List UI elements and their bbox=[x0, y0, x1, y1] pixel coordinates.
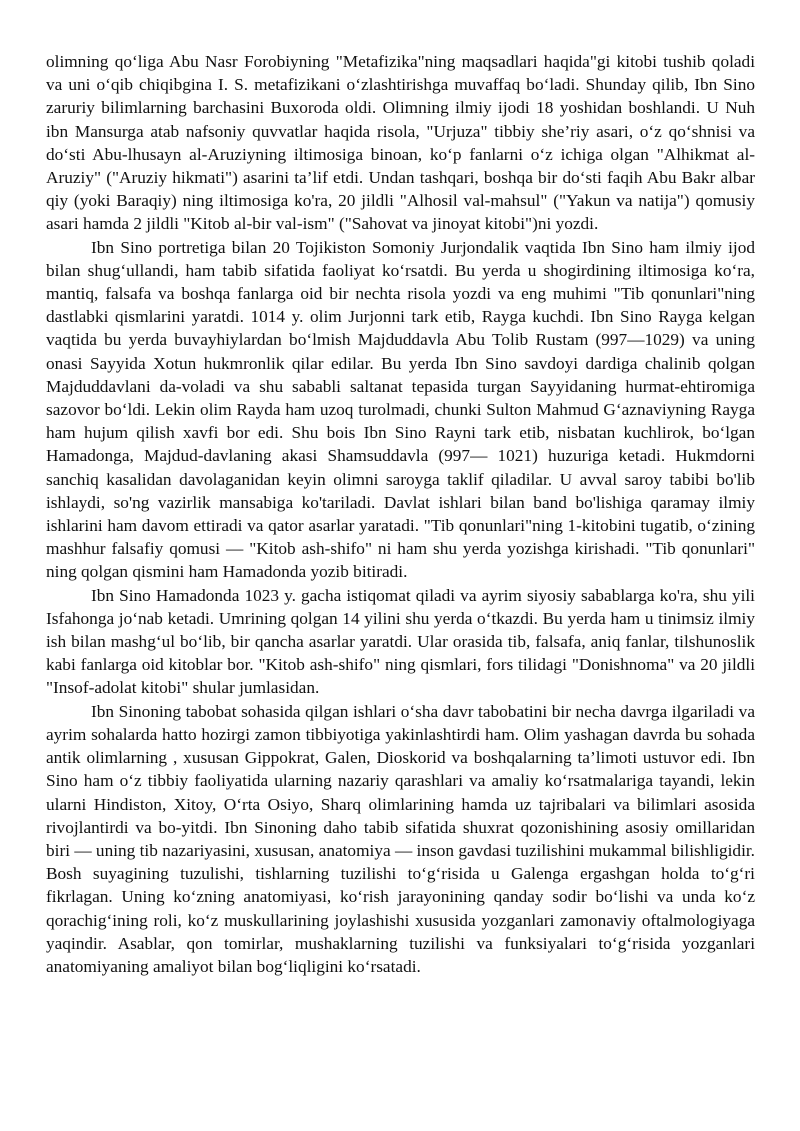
paragraph-isfahon: Ibn Sino Hamadonda 1023 y. gacha istiqomat qiladi va ayrim siyosiy sabablarga ko'ra, shu yili Isfahonga jo‘nab ketadi. Umrining qolgan 14 yilini shu yerda o‘tkazdi. Bu yerda ham u tinimsiz ilmiy ish bilan mashg‘ul bo‘lib, bir qancha asarlar yaratdi. Ular orasida tib, falsafa, aniq fanlar, tilshunoslik kabi fanlarga oid kitoblar bor. "Kitob ash-shifo" ning qismlari, fors tilidagi "Donishnoma" va 20 jildli "Insof-adolat kitobi" shular jumlasidan. bbox=[46, 585, 755, 698]
paragraph-jurjon-ray-hamadon: Ibn Sino portretiga bilan 20 Tojikiston Somoniy Jurjondalik vaqtida Ibn Sino ham ilmiy ijod bilan shug‘ullandi, ham tabib sifatida faoliyat ko‘rsatdi. Bu yerda u shogirdining iltimosiga ko‘ra, mantiq, falsafa va boshqa fanlarga oid bir nechta risola yozdi va eng muhimi "Tib qonunlari"ning dastlabki qismlarini yaratdi. 1014 y. olim Jurjonni tark etib, Rayga kuchdi. Ibn Sino Rayga kelgan vaqtida bu yerda buvayhiylardan bo‘lmish Majduddavla Abu Tolib Rustam (997—1029) va uning onasi Sayyida Xotun hukmronlik qilar edilar. Bu yerda Ibn Sino savdoyi dardiga chalinib qolgan Majduddavlani da-voladi va shu sababli saltanat tepasida turgan Sayyidaning hurmat-ehtiromiga sazovor bo‘ldi. Lekin olim Rayda ham uzoq turolmadi, chunki Sulton Mahmud G‘aznaviyning Rayga ham hujum qilish xavfi bor edi. Shu bois Ibn Sino Rayni tark etib, nisbatan kuchlirok, bo‘lgan Hamadonga, Majdud-davlaning akasi Shamsuddavla (997— 1021) huzuriga ketadi. Hukmdorni sanchiq kasalidan davolaganidan keyin olimni saroyga taklif qiladilar. U avval saroy tabibi bo'lib ishlaydi, so'ng vazirlik mansabiga ko'tariladi. Davlat ishlari bilan band bo'lishiga qaramay ilmiy ishlarini ham davom ettiradi va qator asarlar yaratadi. "Tib qonunlari"ning 1-kitobini tugatib, o‘zining mashhur falsafiy qomusi — "Kitob ash-shifo" ni ham shu yerda yozishga kirishadi. "Tib qonunlari" ning qolgan qismini ham Hamadonda yozib bitiradi. bbox=[46, 237, 755, 582]
document-page bbox=[46, 50, 755, 978]
paragraph-tabobat: Ibn Sinoning tabobat sohasida qilgan ishlari o‘sha davr tabobatini bir necha davrga ilgariladi va ayrim sohalarda hatto hozirgi zamon tibbiyotiga yakinlashtirdi ham. Olim yashagan davrda bu sohada antik olimlarning , xususan Gippokrat, Galen, Dioskorid va boshqalarning ta’limoti ustuvor edi. Ibn Sino ham o‘z tibbiy faoliyatida ularning nazariy qarashlari va amaliy ko‘rsatmalariga tayandi, lekin ularni Hindiston, Xitoy, O‘rta Osiyo, Sharq olimlarining hamda uz tajribalari va bilimlari asosida rivojlantirdi va bo-yitdi. Ibn Sinoning daho tabib sifatida shuxrat qozonishining asosiy omillaridan biri — uning tib nazariyasini, xususan, anatomiya — inson gavdasi tuzilishini mukammal bilishligidir. Bosh suyagining tuzulishi, tishlarning tuzilishi to‘g‘risida u Galenga ergashgan holda to‘g‘ri fikrlagan. Uning ko‘zning anatomiyasi, ko‘rish jarayonining qanday sodir bo‘lishi va unda ko‘z qorachig‘ining roli, ko‘z muskullarining joylashishi xususida yozganlari zamonaviy oftalmologiyaga yaqindir. Asablar, qon tomirlar, mushaklarning tuzilishi va funksiyalari to‘g‘risida yozganlari anatomiyaning amaliyot bilan bog‘liqligini ko‘rsatadi. bbox=[46, 701, 755, 976]
paragraph-continuation: olimning qo‘liga Abu Nasr Forobiyning "Metafizika"ning maqsadlari haqida"gi kitobi tushib qoladi va uni o‘qib chiqibgina I. S. metafizikani o‘zlashtirishga muvaffaq bo‘ladi. Shunday qilib, Ibn Sino zaruriy bilimlarning barchasini Buxoroda oldi. Olimning ilmiy ijodi 18 yoshidan boshlandi. U Nuh ibn Mansurga atab nafsoniy quvvatlar haqida risola, "Urjuza" tibbiy she’riy asari, o‘z qo‘shnisi va do‘sti Abu-lhusayn al-Aruziyning iltimosiga binoan, ko‘p fanlarni o‘z ichiga olgan "Alhikmat al-Aruziy" ("Aruziy hikmati") asarini ta’lif etdi. Undan tashqari, boshqa bir do‘sti faqih Abu Bakr albar qiy (yoki Baraqiy) ning iltimosiga ko'ra, 20 jildli "Alhosil val-mahsul" ("Yakun va natija") qomusiy asari hamda 2 jildli "Kitob al-bir val-ism" ("Sahovat va jinoyat kitobi")ni yozdi. bbox=[46, 52, 755, 234]
